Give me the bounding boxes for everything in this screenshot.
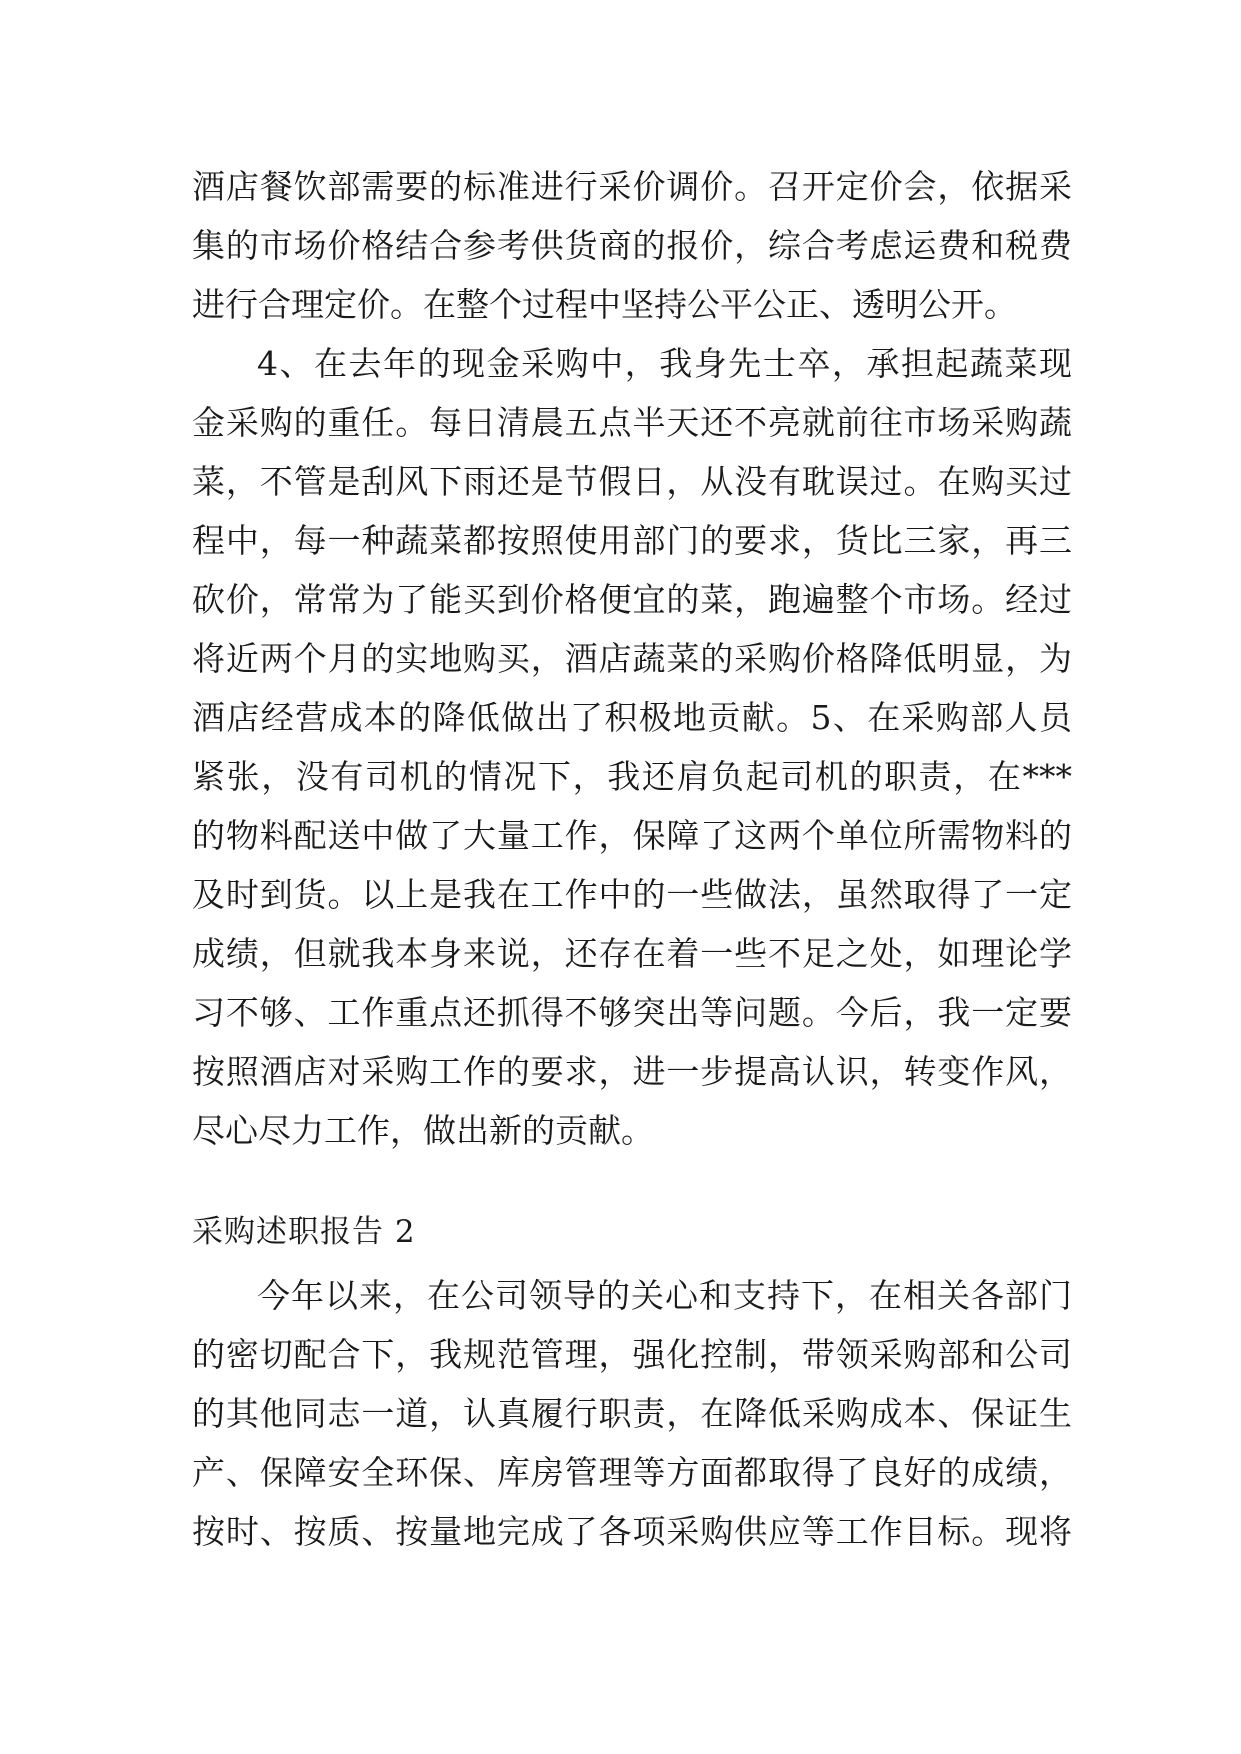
paragraph-line: 尽心尽力工作，做出新的贡献。: [192, 1111, 654, 1150]
paragraph-line: 成绩，但就我本身来说，还存在着一些不足之处，如理论学: [192, 934, 1072, 973]
paragraph-line: 今年以来，在公司领导的关心和支持下，在相关各部门: [257, 1276, 1072, 1315]
paragraph-line: 的物料配送中做了大量工作，保障了这两个单位所需物料的: [192, 816, 1072, 855]
paragraph-line: 菜，不管是刮风下雨还是节假日，从没有耽误过。在购买过: [192, 462, 1072, 501]
paragraph-line: 将近两个月的实地购买，酒店蔬菜的采购价格降低明显，为: [192, 639, 1072, 678]
paragraph-line: 金采购的重任。每日清晨五点半天还不亮就前往市场采购蔬: [192, 403, 1072, 442]
paragraph-line: 按照酒店对采购工作的要求，进一步提高认识，转变作风，: [192, 1052, 1072, 1091]
paragraph-line: 产、保障安全环保、库房管理等方面都取得了良好的成绩，: [192, 1453, 1072, 1492]
paragraph-line: 进行合理定价。在整个过程中坚持公平公正、透明公开。: [192, 285, 1017, 324]
paragraph-line: 及时到货。以上是我在工作中的一些做法，虽然取得了一定: [192, 875, 1072, 914]
paragraph-line: 按时、按质、按量地完成了各项采购供应等工作目标。现将: [192, 1512, 1072, 1551]
paragraph-line: 集的市场价格结合参考供货商的报价，综合考虑运费和税费: [192, 226, 1072, 265]
paragraph-line: 砍价，常常为了能买到价格便宜的菜，跑遍整个市场。经过: [192, 580, 1072, 619]
paragraph-line: 酒店经营成本的降低做出了积极地贡献。5、在采购部人员: [192, 698, 1072, 737]
section-heading: 采购述职报告 2: [192, 1214, 416, 1250]
paragraph-line: 4、在去年的现金采购中，我身先士卒，承担起蔬菜现: [257, 344, 1072, 383]
paragraph-line: 紧张，没有司机的情况下，我还肩负起司机的职责，在***: [192, 757, 1072, 796]
paragraph-line: 程中，每一种蔬菜都按照使用部门的要求，货比三家，再三: [192, 521, 1072, 560]
paragraph-line: 酒店餐饮部需要的标准进行采价调价。召开定价会，依据采: [192, 167, 1072, 206]
paragraph-line: 的密切配合下，我规范管理，强化控制，带领采购部和公司: [192, 1335, 1072, 1374]
paragraph-line: 习不够、工作重点还抓得不够突出等问题。今后，我一定要: [192, 993, 1072, 1032]
paragraph-line: 的其他同志一道，认真履行职责，在降低采购成本、保证生: [192, 1394, 1072, 1433]
